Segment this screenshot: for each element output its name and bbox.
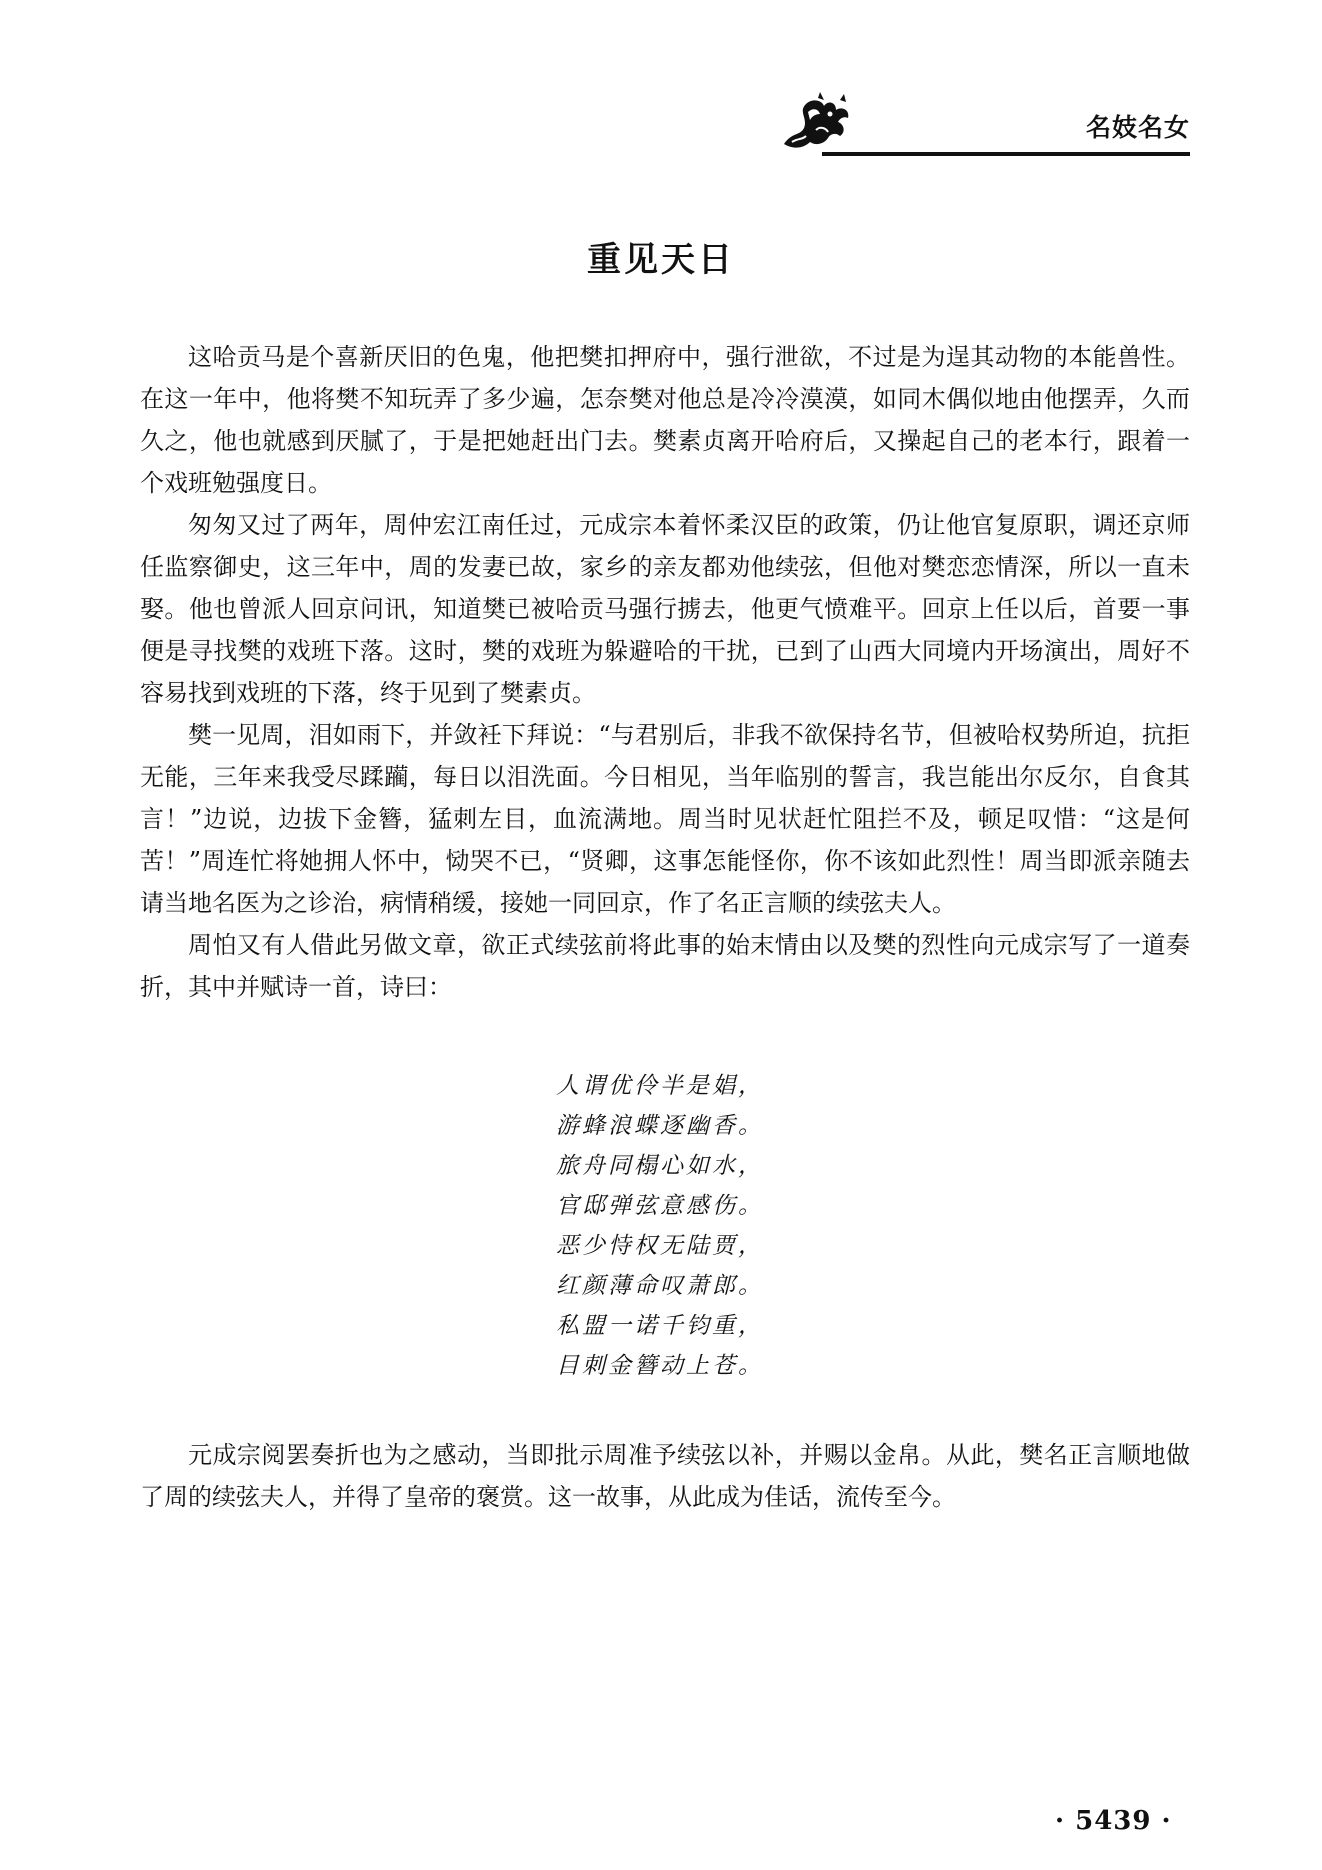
poem-line: 游蜂浪蝶逐幽香。 — [556, 1113, 764, 1139]
dragon-emblem-icon — [778, 92, 858, 158]
paragraph: 樊一见周，泪如雨下，并敛衽下拜说：“与君别后，非我不欲保持名节，但被哈权势所迫，抗拒无能，三年来我受尽蹂躏，每日以泪洗面。今日相见，当年临别的誓言，我岂能出尔反尔，自食其言！”边说，边拔下金簪，猛刺左目，血流满地。周当时见状赶忙阻拦不及，顿足叹惜：“这是何苦！”周连忙将她拥人怀中，恸哭不已，“贤卿，这事怎能怪你，你不该如此烈性！周当即派亲随去请当地名医为之诊治，病情稍缓，接她一同回京，作了名正言顺的续弦夫人。 — [140, 721, 1190, 917]
poem-line: 私盟一诺千钧重， — [556, 1313, 764, 1339]
poem-line: 旅舟同榻心如水， — [556, 1153, 764, 1179]
paragraph: 匆匆又过了两年，周仲宏江南任过，元成宗本着怀柔汉臣的政策，仍让他官复原职，调还京师任监察御史，这三年中，周的发妻已故，家乡的亲友都劝他续弦，但他对樊恋恋情深，所以一直未娶。他也曾派人回京问讯，知道樊已被哈贡马强行掳去，他更气愤难平。回京上任以后，首要一事便是寻找樊的戏班下落。这时，樊的戏班为躲避哈的干扰，已到了山西大同境内开场演出，周好不容易找到戏班的下落，终于见到了樊素贞。 — [140, 511, 1190, 707]
page-number: · 5439 · — [1055, 1806, 1172, 1836]
poem — [556, 1066, 764, 1386]
poem-line: 恶少恃权无陆贾， — [556, 1233, 764, 1259]
header-rule — [822, 152, 1190, 156]
poem-line: 官邸弹弦意感伤。 — [556, 1193, 764, 1219]
article-body — [140, 336, 1190, 1008]
paragraph: 元成宗阅罢奏折也为之感动，当即批示周准予续弦以补，并赐以金帛。从此，樊名正言顺地做了周的续弦夫人，并得了皇帝的褒赏。这一故事，从此成为佳话，流传至今。 — [140, 1441, 1190, 1511]
paragraph: 周怕又有人借此另做文章，欲正式续弦前将此事的始末情由以及樊的烈性向元成宗写了一道奏折，其中并赋诗一首，诗曰： — [140, 931, 1190, 1001]
poem-line: 红颜薄命叹萧郎。 — [556, 1273, 764, 1299]
running-header — [778, 92, 1190, 158]
poem-line: 目刺金簪动上苍。 — [556, 1353, 764, 1379]
section-title: 名妓名女 — [1085, 113, 1190, 142]
poem-line: 人谓优伶半是娼， — [556, 1073, 764, 1099]
paragraph: 这哈贡马是个喜新厌旧的色鬼，他把樊扣押府中，强行泄欲，不过是为逞其动物的本能兽性。在这一年中，他将樊不知玩弄了多少遍，怎奈樊对他总是冷冷漠漠，如同木偶似地由他摆弄，久而久之，他也就感到厌腻了，于是把她赶出门去。樊素贞离开哈府后，又操起自己的老本行，跟着一个戏班勉强度日。 — [140, 343, 1190, 497]
article-title: 重见天日 — [587, 240, 735, 280]
closing-paragraph — [140, 1434, 1190, 1518]
